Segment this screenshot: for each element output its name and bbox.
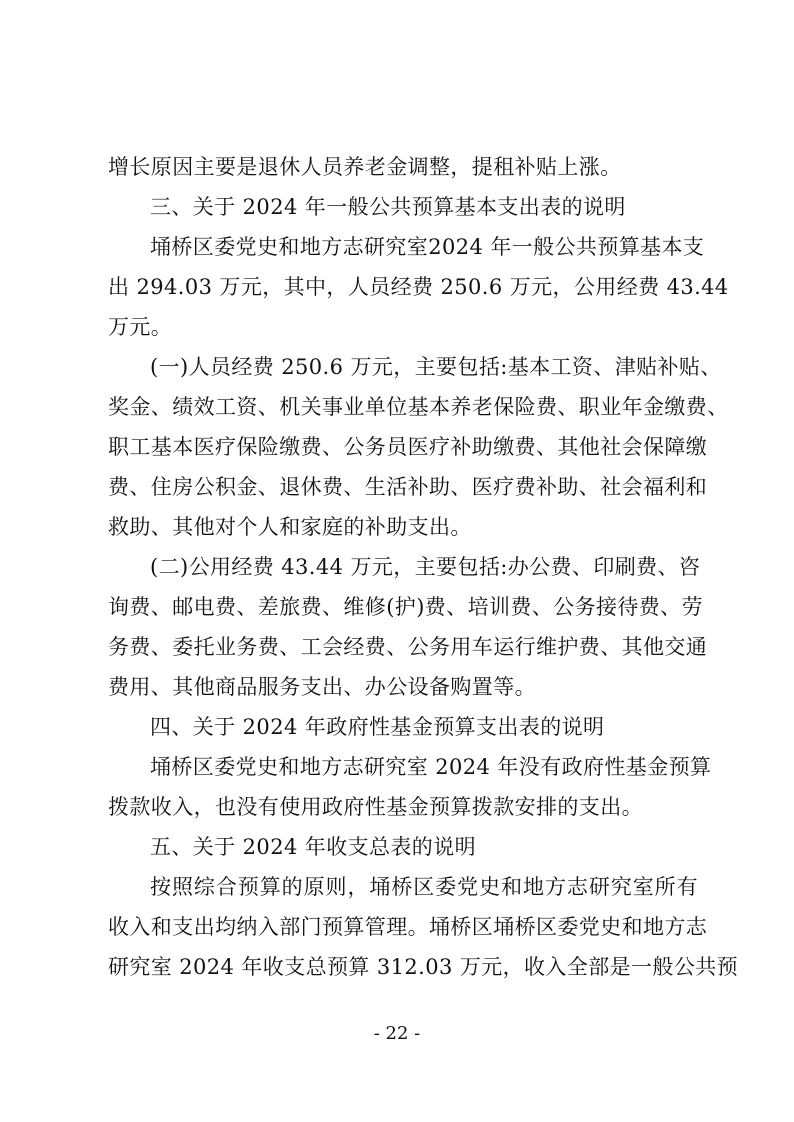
body-line: (一)人员经费 250.6 万元，主要包括:基本工资、津贴补贴、: [150, 355, 722, 379]
body-line: 务费、委托业务费、工会经费、公务用车运行维护费、其他交通: [108, 635, 708, 659]
body-line: 收入和支出均纳入部门预算管理。埇桥区埇桥区委党史和地方志: [108, 915, 708, 939]
body-line: 费、住房公积金、退休费、生活补助、医疗费补助、社会福利和: [108, 475, 708, 499]
body-line: 出 294.03 万元，其中，人员经费 250.6 万元，公用经费 43.44: [108, 275, 729, 299]
body-line: 增长原因主要是退休人员养老金调整，提租补贴上涨。: [108, 155, 622, 179]
body-line: 万元。: [108, 315, 173, 339]
section-heading: 四、关于 2024 年政府性基金预算支出表的说明: [150, 715, 605, 739]
section-heading: 三、关于 2024 年一般公共预算基本支出表的说明: [150, 195, 626, 219]
section-heading: 五、关于 2024 年收支总表的说明: [150, 835, 476, 859]
body-line: 埇桥区委党史和地方志研究室 2024 年没有政府性基金预算: [150, 755, 712, 779]
body-line: (二)公用经费 43.44 万元，主要包括:办公费、印刷费、咨: [150, 555, 701, 579]
body-line: 埇桥区委党史和地方志研究室2024 年一般公共预算基本支: [150, 235, 705, 259]
body-line: 按照综合预算的原则，埇桥区委党史和地方志研究室所有: [150, 875, 698, 899]
body-line: 询费、邮电费、差旅费、维修(护)费、培训费、公务接待费、劳: [108, 595, 703, 619]
body-line: 拨款收入，也没有使用政府性基金预算拨款安排的支出。: [108, 795, 643, 819]
body-line: 研究室 2024 年收支总预算 312.03 万元，收入全部是一般公共预: [108, 955, 739, 979]
body-line: 奖金、绩效工资、机关事业单位基本养老保险费、职业年金缴费、: [108, 395, 729, 419]
page-number: - 22 -: [373, 1023, 421, 1044]
body-line: 费用、其他商品服务支出、办公设备购置等。: [108, 675, 536, 699]
body-line: 职工基本医疗保险缴费、公务员医疗补助缴费、其他社会保障缴: [108, 435, 708, 459]
body-line: 救助、其他对个人和家庭的补助支出。: [108, 515, 472, 539]
